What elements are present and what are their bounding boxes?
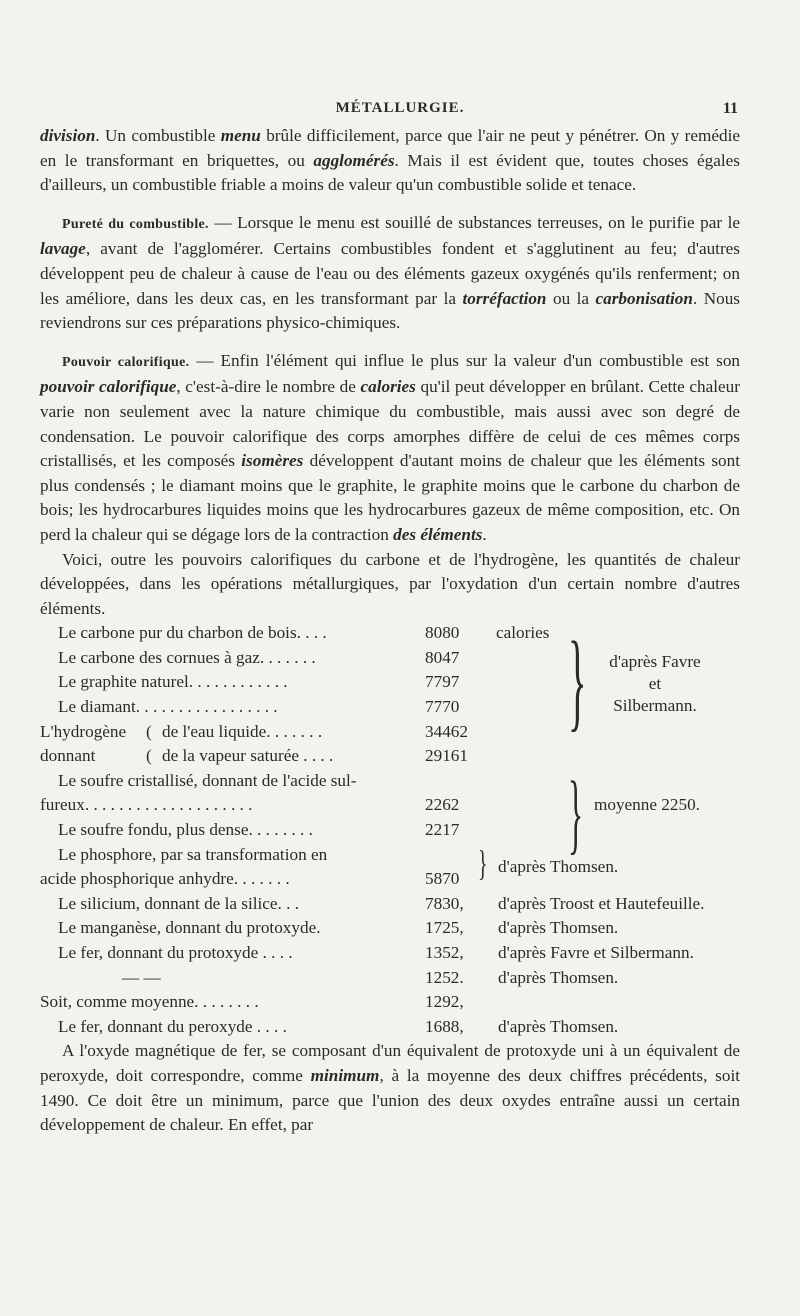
page-header	[0, 100, 800, 124]
paragraph-purete	[40, 211, 740, 336]
row-unit: calories	[496, 623, 550, 643]
paragraph-oxyde	[40, 1039, 740, 1137]
table-row	[40, 941, 740, 966]
text-run: ou la	[546, 288, 596, 308]
row-label: Le manganèse, donnant du protoxyde.	[58, 918, 321, 938]
text-run: qu'il peut développer en brûlant. Cette chaleur varie non seulement avec la nature chimique du combustible, mais aussi avec son degré de condensation. Le pouvoir calorifique des corps amorphes diffère de celui de ces mêmes corps cristallisés, et les composés	[40, 377, 740, 471]
row-value: 8047	[425, 647, 460, 667]
emphasis: calories	[360, 377, 416, 397]
row-label: acide phosphorique anhydre. . . . . . .	[40, 869, 290, 889]
note-line: Silbermann.	[613, 696, 697, 716]
row-value: 7797	[425, 672, 460, 692]
table-row	[40, 990, 740, 1015]
section-heading: Pouvoir calorifique.	[62, 354, 190, 370]
running-title: MÉTALLURGIE.	[335, 100, 465, 116]
text-run: développent d'autant moins de chaleur que les éléments sont plus condensés ; le diamant moins que le graphite, le graphite moins que le carbone du charbon de bois; les hydrocarbures liquides moins que les hydrocarbures gazeux de même composition, etc. On perd la chaleur qui se dégage lors de la contraction	[40, 451, 740, 544]
note-moyenne: moyenne 2250.	[594, 795, 700, 815]
table-row	[40, 966, 740, 991]
note-line: d'après Favre	[609, 652, 701, 672]
table-row	[40, 818, 740, 843]
brace-glyph: (	[146, 721, 152, 741]
brace-glyph: (	[146, 746, 152, 766]
row-value: 1252.	[425, 967, 464, 987]
emphasis: menu	[220, 126, 261, 145]
row-value: 7770	[425, 697, 460, 717]
emphasis: lavage	[40, 239, 86, 259]
text-run: A l'oxyde magnétique de fer, se composant d'un équivalent de protoxyde uni à un équivalent de peroxyde, doit correspondre, comme	[40, 1041, 740, 1085]
text-run: . Nous reviendrons sur ces préparations physico-chimiques.	[40, 288, 740, 333]
row-source: d'après Thomsen.	[498, 967, 619, 987]
row-value: 1688,	[425, 1016, 464, 1036]
row-label: Le diamant. . . . . . . . . . . . . . . . .	[58, 697, 278, 717]
row-label: Le fer, donnant du peroxyde . . . .	[58, 1016, 287, 1036]
text-run: . Mais il est évident que, toutes choses égales d'ailleurs, un combustible friable a moins de valeur qu'un combustible solide et tenace.	[40, 150, 740, 195]
emphasis: torréfaction	[462, 288, 547, 308]
row-label: Le phosphore, par sa transformation en	[58, 844, 328, 864]
text-run: .	[482, 524, 487, 544]
emphasis: des éléments	[393, 524, 483, 544]
paragraph-voici: Voici, outre les pouvoirs calorifiques du carbone et de l'hydrogène, les quantités de chaleur développées, dans les opérations métallurgiques, par l'oxydation d'un certain nombre d'autres éléments.	[40, 549, 740, 618]
emphasis: carbonisation	[595, 288, 693, 308]
row-label: Soit, comme moyenne. . . . . . . .	[40, 992, 259, 1012]
row-label: Le fer, donnant du protoxyde . . . .	[58, 943, 293, 962]
text-run: . Un combustible	[95, 126, 221, 145]
note-favre-silbermann	[590, 651, 720, 717]
table-row	[40, 744, 740, 769]
row-value: 5870	[425, 869, 460, 889]
row-label: — —	[122, 967, 161, 987]
row-source: d'après Favre et Silbermann.	[498, 943, 694, 962]
emphasis: minimum	[310, 1065, 380, 1085]
paragraph-pouvoir	[40, 349, 740, 548]
row-source: d'après Troost et Hautefeuille.	[498, 893, 705, 913]
table-row	[40, 1015, 740, 1040]
emphasis: division	[40, 126, 96, 145]
row-value: 1352,	[425, 943, 464, 962]
row-label: fureux. . . . . . . . . . . . . . . . . . . .	[40, 795, 253, 815]
section-heading: Pureté du combustible.	[62, 216, 209, 232]
row-label: Le soufre fondu, plus dense. . . . . . . .	[58, 820, 313, 840]
row-label: Le soufre cristallisé, donnant de l'acide sul-	[58, 770, 357, 790]
table-row	[40, 720, 740, 745]
row-value: 34462	[425, 721, 468, 741]
row-label: Le carbone des cornues à gaz. . . . . . .	[58, 647, 316, 667]
calorific-table	[40, 621, 740, 1039]
row-label-main: donnant	[40, 746, 96, 766]
row-value: 2217	[425, 820, 460, 840]
emphasis: pouvoir calorifique	[40, 377, 177, 397]
row-label: Le silicium, donnant de la silice. . .	[58, 893, 300, 913]
table-row	[40, 892, 740, 917]
body-text	[40, 124, 740, 1138]
note-line: et	[648, 674, 662, 694]
row-label: Le graphite naturel. . . . . . . . . . . .	[58, 672, 288, 692]
table-row	[40, 843, 740, 868]
row-value: 1725,	[425, 918, 464, 938]
row-value: 8080	[425, 623, 460, 643]
emphasis: agglomérés	[313, 150, 395, 170]
table-row	[40, 621, 740, 646]
row-source: d'après Thomsen.	[498, 1016, 619, 1036]
row-value: 29161	[425, 746, 468, 766]
right-brace: }	[568, 619, 587, 742]
text-run: — Lorsque le menu est souillé de substances terreuses, on le purifie par le	[208, 212, 740, 232]
emphasis: isomères	[241, 451, 304, 471]
table-row	[40, 769, 740, 794]
text-run: , à la moyenne des deux chiffres précédents, soit 1490. Ce doit être un minimum, parce que l'union des deux oxydes entraîne aussi un certain développement de chaleur. En effet, par	[40, 1065, 740, 1135]
row-label-sub: de l'eau liquide. . . . . . .	[162, 721, 323, 741]
note-thomsen: d'après Thomsen.	[498, 857, 619, 877]
right-brace: }	[568, 764, 584, 864]
row-value: 7830,	[425, 893, 464, 913]
text-run: , c'est-à-dire le nombre de	[176, 377, 361, 397]
row-label-main: L'hydrogène	[40, 721, 127, 741]
row-value: 2262	[425, 795, 460, 815]
row-label-sub: de la vapeur saturée . . . .	[162, 746, 334, 766]
text-run: , avant de l'agglomérer. Certains combustibles fondent et s'agglutinent au feu; d'autres développent peu de chaleur à cause de l'eau ou des éléments gazeux oxygénés qu'ils renferment; on les améliore, dans les deux cas, en les transformant par la	[40, 239, 740, 308]
page-number: 11	[722, 100, 738, 117]
table-row	[40, 867, 740, 892]
right-brace: }	[478, 843, 488, 884]
text-run: brûle difficilement, parce que l'air ne peut y pénétrer. On y remédie en le transformant en briquettes, ou	[40, 126, 740, 170]
row-source: d'après Thomsen.	[498, 918, 619, 938]
text-run: — Enfin l'élément qui influe le plus sur la valeur d'un combustible est son	[189, 350, 741, 370]
row-value: 1292,	[425, 992, 464, 1012]
row-label: Le carbone pur du charbon de bois. . . .	[58, 623, 327, 643]
paragraph-division	[40, 124, 740, 198]
table-row	[40, 916, 740, 941]
